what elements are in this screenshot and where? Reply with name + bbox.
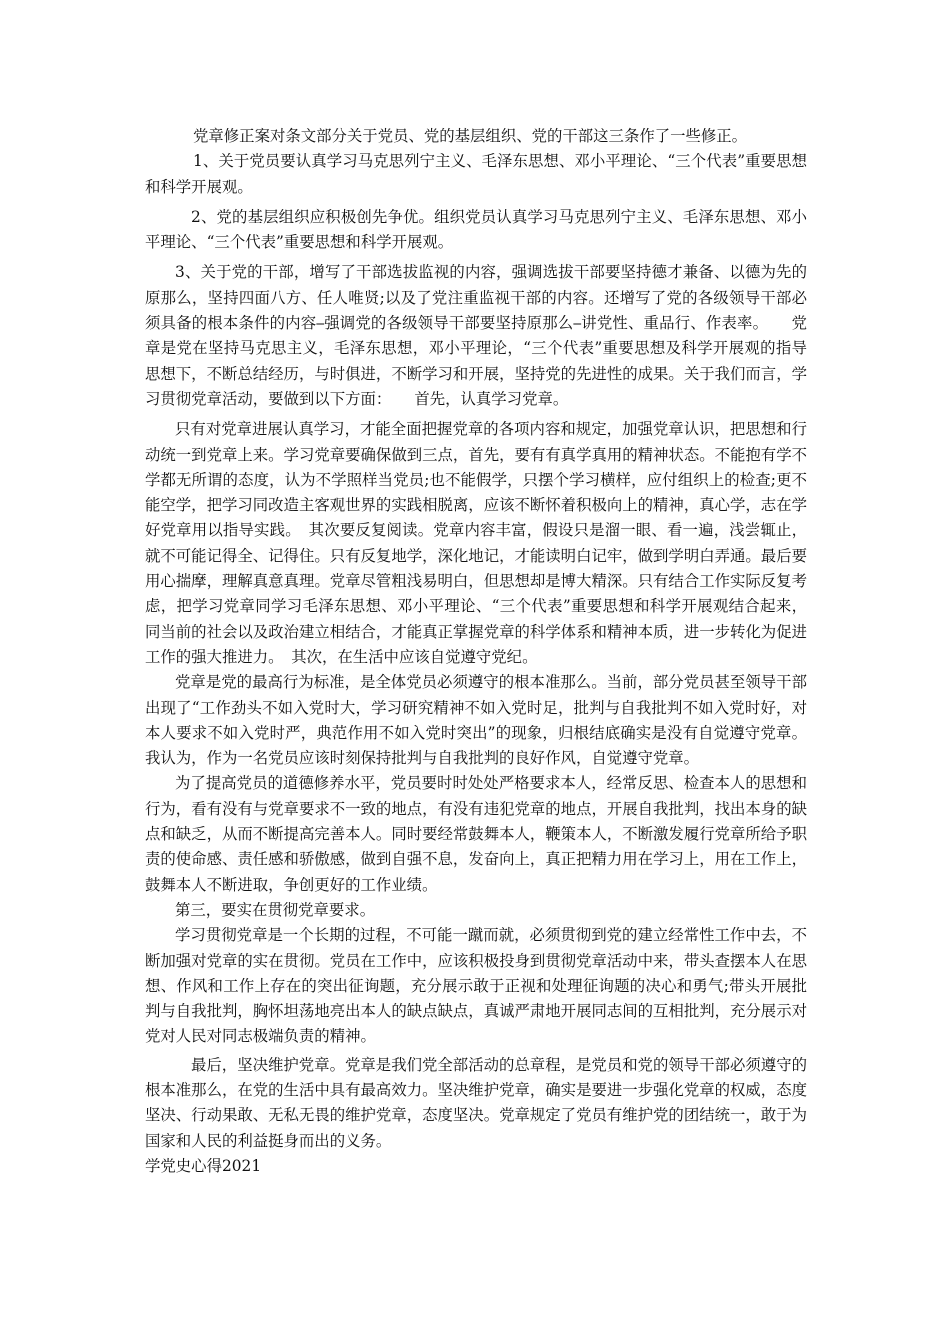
paragraph-party-members: 1、关于党员要认真学习马克思列宁主义、毛泽东思想、邓小平理论、“三个代表”重要思想和科学开展观。 (145, 152, 807, 196)
paragraph-self-discipline: 为了提高党员的道德修养水平，党员要时时处处严格要求本人，经常反思、检查本人的思想和行为，看有没有与党章要求不一致的地点，有没有违犯党章的地点，开展自我批判，找出本身的缺点和缺乏，从而不断提高完善本人。同时要经常鼓舞本人，鞭策本人，不断激发履行党章所给予职责的使命感、责任感和骄傲感，做到自强不息，发奋向上，真正把精力用在学习上，用在工作上，鼓舞本人不断进取，争创更好的工作业绩。 (145, 774, 807, 894)
paragraph-intro: 党章修正案对条文部分关于党员、党的基层组织、党的干部这三条作了一些修正。 (193, 127, 748, 145)
paragraph-observe-charter: 党章是党的最高行为标准，是全体党员必须遵守的根本准那么。当前，部分党员甚至领导干部出现了“工作劲头不如入党时大，学习研究精神不如入党时足，批判与自我批判不如入党时好，对本人要求不如入党时严，典范作用不如入党时突出”的现象，归根结底确实是没有自觉遵守党章。我认为，作为一名党员应该时刻保持批判与自我批判的良好作风，自觉遵守党章。 (145, 673, 807, 768)
paragraph-study-charter: 只有对党章进展认真学习，才能全面把握党章的各项内容和规定，加强党章认识，把思想和行动统一到党章上来。学习党章要确保做到三点，首先，要有有真学真用的精神状态。不能抱有学不学都无所谓的态度，认为不学照样当党员;也不能假学，只摆个学习横样，应付组织上的检查;更不能空学，把学习同改造主客观世界的实践相脱离，应该不断怀着积极向上的精神，真心学，志在学好党章用以指导实践。 其次要反复阅读。党章内容丰富，假设只是溜一眼、看一遍，浅尝辄止，就不可能记得全、记得住。只有反复地学，深化地记，才能读明白记牢，做到学明白弄通。最后要用心揣摩，理解真意真理。党章尽管粗浅易明白，但思想却是博大精深。只有结合工作实际反复考虑，把学习党章同学习毛泽东思想、邓小平理论、“三个代表”重要思想和科学开展观结合起来，同当前的社会以及政治建立相结合，才能真正掌握党章的科学体系和精神本质，进一步转化为促进工作的强大推进力。 其次，在生活中应该自觉遵守党纪。 (145, 420, 807, 666)
paragraph-cadres: 3、关于党的干部，增写了干部选拔监视的内容，强调选拔干部要坚持德才兼备、以德为先的原那么，坚持四面八方、任人唯贤;以及了党注重监视干部的内容。还增写了党的各级领导干部必须具备的根本条件的内容⎯强调党的各级领导干部要坚持原那么⎯讲党性、重品行、作表率。 党章是党在坚持马克思主义，毛泽东思想，邓小平理论，“三个代表”重要思想及科学开展观的指导思想下，不断总结经历，与时俱进，不断学习和开展，坚持党的先进性的成果。关于我们而言，学习贯彻党章活动，要做到以下方面： 首先，认真学习党章。 (145, 263, 807, 408)
document-footer-title: 学党史心得2021 (145, 1156, 262, 1175)
document-page (145, 124, 807, 1179)
paragraph-third-heading: 第三，要实在贯彻党章要求。 (175, 900, 376, 919)
paragraph-implement-charter: 学习贯彻党章是一个长期的过程，不可能一蹴而就，必须贯彻到党的建立经常性工作中去，不断加强对党章的实在贯彻。党员在工作中，应该积极投身到贯彻党章活动中来，带头查摆本人在思想、作风和工作上存在的突出征询题，充分展示敢于正视和处理征询题的决心和勇气;带头开展批判与自我批判，胸怀坦荡地亮出本人的缺点缺点，真诚严肃地开展同志间的互相批判，充分展示对党对人民对同志极端负责的精神。 (145, 926, 807, 1046)
paragraph-grassroots: 2、党的基层组织应积极创先争优。组织党员认真学习马克思列宁主义、毛泽东思想、邓小平理论、“三个代表”重要思想和科学开展观。 (145, 207, 807, 252)
paragraph-defend-charter: 最后，坚决维护党章。党章是我们党全部活动的总章程，是党员和党的领导干部必须遵守的根本准那么，在党的生活中具有最高效力。坚决维护党章，确实是要进一步强化党章的权威，态度坚决、行动果敢、无私无畏的维护党章，态度坚决。党章规定了党员有维护党的团结统一，敢于为国家和人民的利益挺身而出的义务。 (145, 1055, 807, 1150)
